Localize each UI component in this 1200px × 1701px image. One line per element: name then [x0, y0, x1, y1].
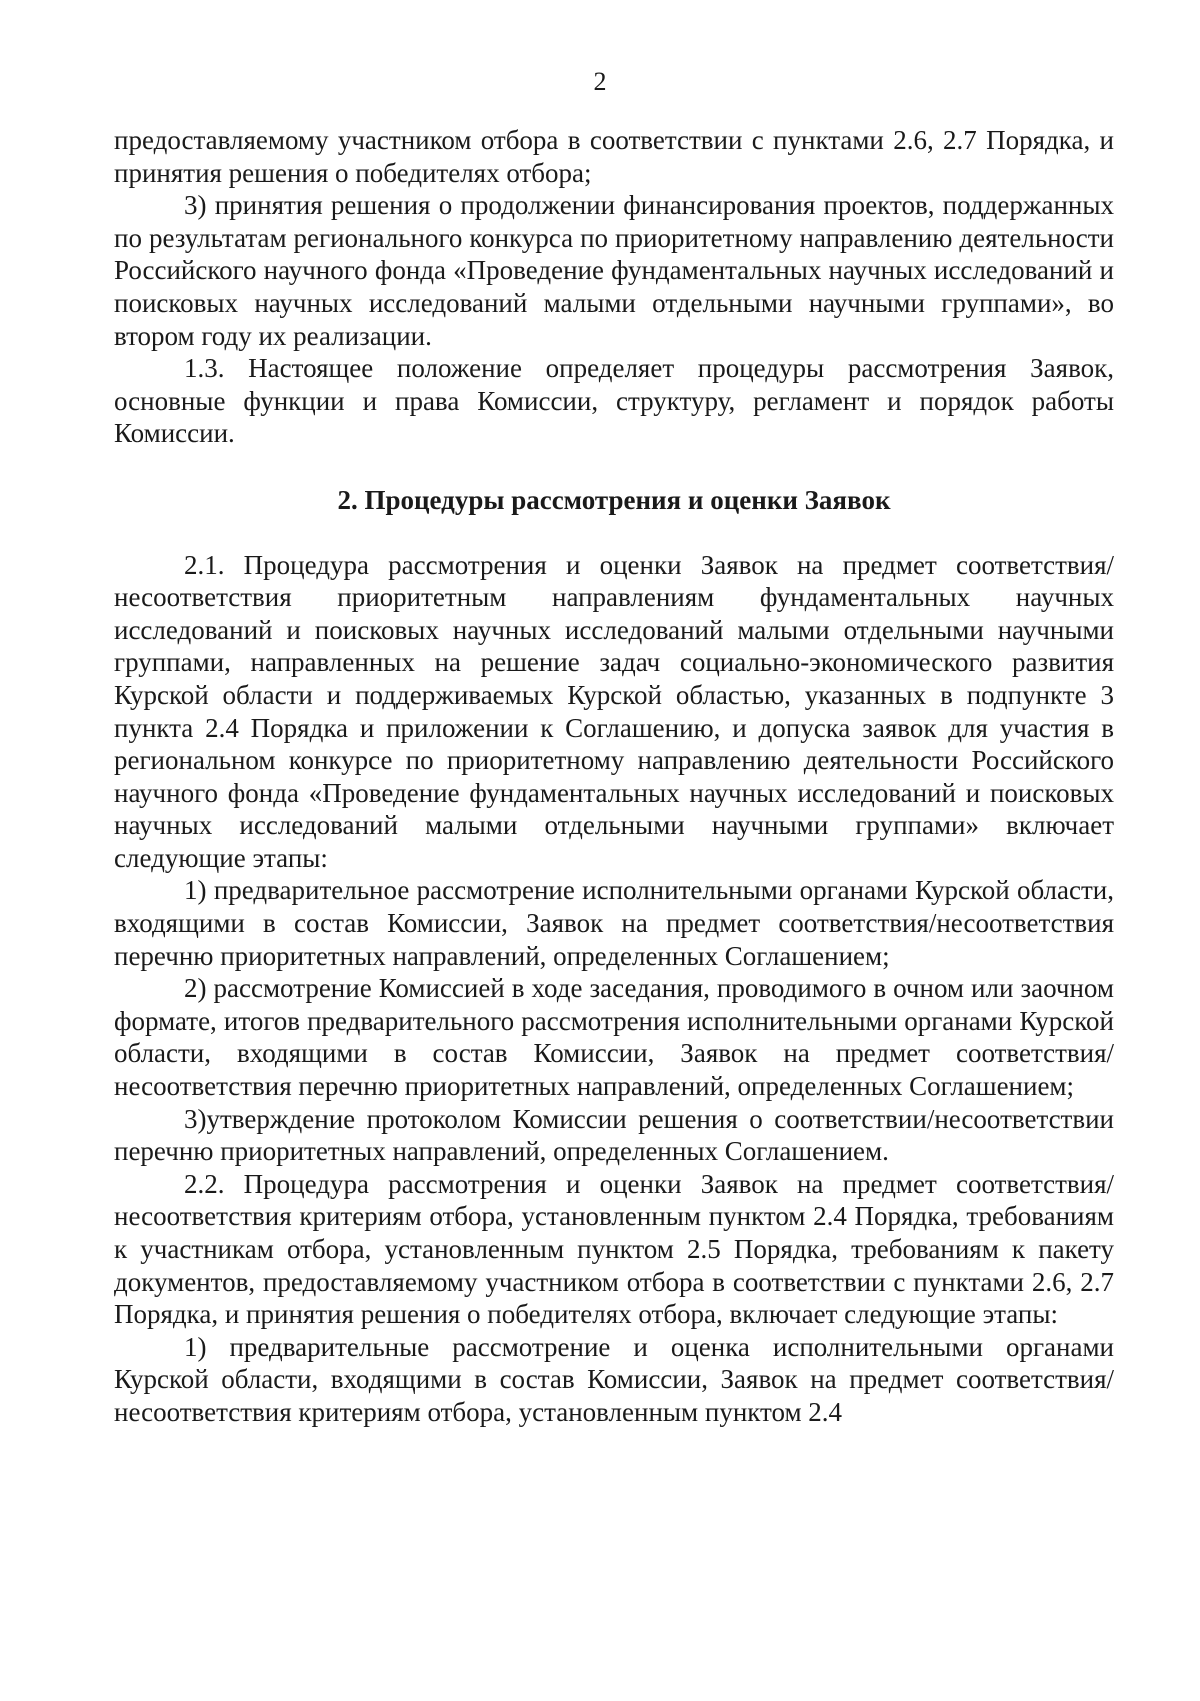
document-body [114, 124, 1114, 1429]
intro-paragraph-item-3: 3) принятия решения о продолжении финансирования проектов, поддержанных по результатам регионального конкурса по приоритетному направлению деятельности Российского научного фонда «Проведение фундаментальных научных исследований и поисковых научных исследований малыми отдельными научными группами», во втором году их реализации. [114, 190, 1114, 351]
page-number: 2 [593, 67, 607, 96]
spacer [114, 450, 1114, 484]
section-2-paragraph-2-1: 2.1. Процедура рассмотрения и оценки Заявок на предмет соответствия/несоответствия приоритетным направлениям фундаментальных научных исследований и поисковых научных исследований малыми отдельными научными группами, направленных на решение задач социально-экономического развития Курской области и поддерживаемых Курской областью, указанных в подпункте 3 пункта 2.4 Порядка и приложении к Соглашению, и допуска заявок для участия в региональном конкурсе по приоритетному направлению деятельности Российского научного фонда «Проведение фундаментальных научных исследований и поисковых научных исследований малыми отдельными научными группами» включает следующие этапы: [114, 549, 1114, 873]
section-2-1-step-3: 3)утверждение протоколом Комиссии решения о соответствии/несоответствии перечню приоритетных направлений, определенных Соглашением. [114, 1103, 1114, 1167]
intro-paragraph-1-3: 1.3. Настоящее положение определяет процедуры рассмотрения Заявок, основные функции и права Комиссии, структуру, регламент и порядок работы Комиссии. [114, 353, 1114, 449]
section-2-2-step-1: 1) предварительные рассмотрение и оценка исполнительными органами Курской области, входящими в состав Комиссии, Заявок на предмет соответствия/несоответствия критериям отбора, установленным пунктом 2.4 [114, 1331, 1114, 1427]
intro-paragraph-continuation: предоставляемому участником отбора в соответствии с пунктами 2.6, 2.7 Порядка, и принятия решения о победителях отбора; [114, 125, 1114, 188]
section-2-heading: 2. Процедуры рассмотрения и оценки Заявок [337, 484, 891, 515]
spacer [114, 517, 1114, 549]
section-2-paragraph-2-2: 2.2. Процедура рассмотрения и оценки Заявок на предмет соответствия/несоответствия критериям отбора, установленным пунктом 2.4 Порядка, требованиям к участникам отбора, установленным пунктом 2.5 Порядка, требованиям к пакету документов, предоставляемому участником отбора в соответствии с пунктами 2.6, 2.7 Порядка, и принятия решения о победителях отбора, включает следующие этапы: [114, 1168, 1114, 1330]
section-2-1-step-2: 2) рассмотрение Комиссией в ходе заседания, проводимого в очном или заочном формате, итогов предварительного рассмотрения исполнительными органами Курской области, входящими в состав Комиссии, Заявок на предмет соответствия/несоответствия перечню приоритетных направлений, определенных Соглашением; [114, 973, 1114, 1102]
section-2-1-step-1: 1) предварительное рассмотрение исполнительными органами Курской области, входящими в состав Комиссии, Заявок на предмет соответствия/несоответствия перечню приоритетных направлений, определенных Соглашением; [114, 875, 1114, 971]
